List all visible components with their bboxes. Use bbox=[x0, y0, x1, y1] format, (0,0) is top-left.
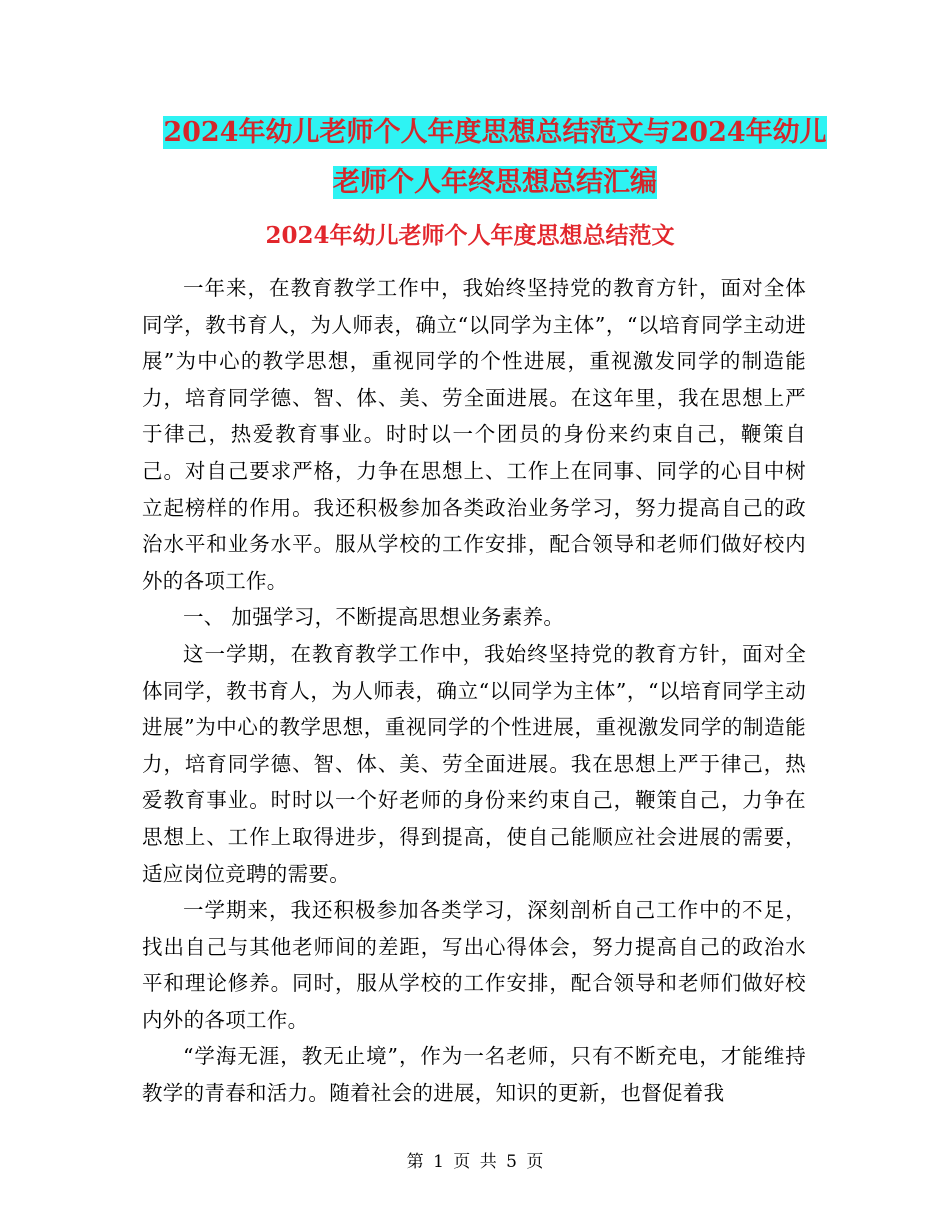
paragraph: 这一学期，在教育教学工作中，我始终坚持党的教育方针，面对全体同学，教书育人，为人师表，确立“以同学为主体”，“以培育同学主动进展”为中心的教学思想，重视同学的个性进展，重视激发同学的制造能力，培育同学德、智、体、美、劳全面进展。我在思想上严于律己，热爱教育事业。时时以一个好老师的身份来约束自己，鞭策自己，力争在思想上、工作上取得进步，得到提高，使自己能顺应社会进展的需要，适应岗位竞聘的需要。 bbox=[142, 641, 806, 886]
document-title bbox=[150, 108, 840, 208]
section-heading: 一、 加强学习，不断提高思想业务素养。 bbox=[183, 605, 565, 630]
page-footer: 第 1 页 共 5 页 bbox=[406, 1152, 544, 1172]
paragraph: “学海无涯，教无止境”，作为一名老师，只有不断充电，才能维持教学的青春和活力。随着社会的进展，知识的更新，也督促着我 bbox=[142, 1044, 806, 1106]
document-body bbox=[142, 270, 806, 1112]
paragraph: 一学期来，我还积极参加各类学习，深刻剖析自己工作中的不足，找出自己与其他老师间的差距，写出心得体会，努力提高自己的政治水平和理论修养。同时，服从学校的工作安排，配合领导和老师们做好校内外的各项工作。 bbox=[142, 898, 806, 1032]
section-subtitle: 2024年幼儿老师个人年度思想总结范文 bbox=[265, 222, 675, 249]
title-line-1: 2024年幼儿老师个人年度思想总结范文与2024年幼儿 bbox=[163, 117, 827, 148]
paragraph: 一年来，在教育教学工作中，我始终坚持党的教育方针，面对全体同学，教书育人，为人师表，确立“以同学为主体”，“以培育同学主动进展”为中心的教学思想，重视同学的个性进展，重视激发同学的制造能力，培育同学德、智、体、美、劳全面进展。在这年里，我在思想上严于律己，热爱教育事业。时时以一个团员的身份来约束自己，鞭策自己。对自己要求严格，力争在思想上、工作上在同事、同学的心目中树立起榜样的作用。我还积极参加各类政治业务学习，努力提高自己的政治水平和业务水平。服从学校的工作安排，配合领导和老师们做好校内外的各项工作。 bbox=[142, 276, 806, 593]
title-line-2: 老师个人年终思想总结汇编 bbox=[333, 167, 657, 198]
